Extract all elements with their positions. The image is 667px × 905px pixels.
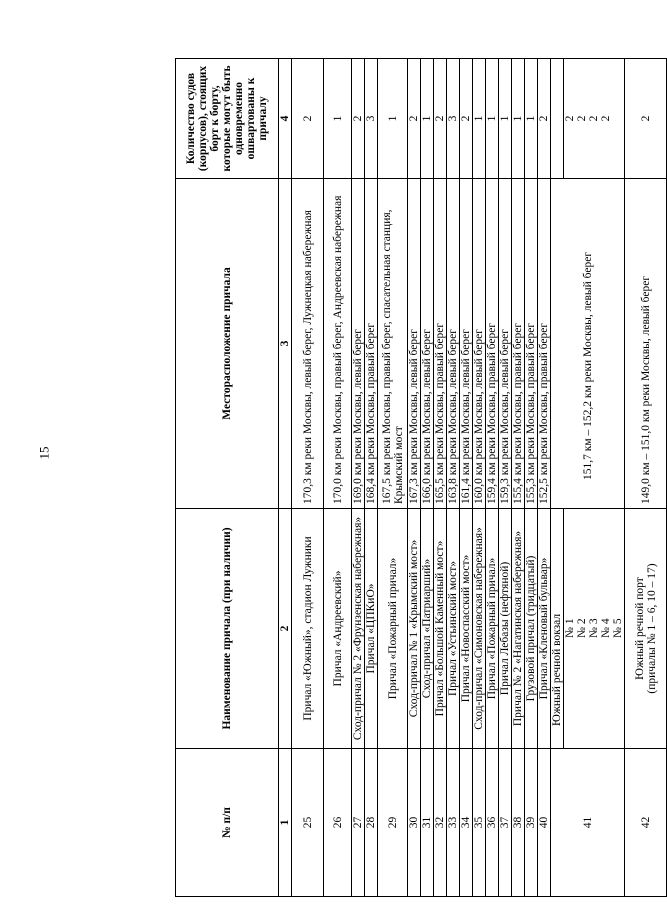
location-cell: 166,0 км реки Москвы, левый берег — [421, 179, 434, 509]
table-row — [460, 59, 473, 897]
berth-name-cell: Причал «Южный», стадион Лужники — [292, 509, 324, 749]
column-numbers-row — [279, 59, 292, 897]
number-cell: 41 — [551, 749, 625, 897]
vessel-count-cell: 2 — [352, 59, 365, 179]
sub-berth-label: № 3 — [588, 509, 600, 749]
number-cell: 35 — [473, 749, 486, 897]
vessel-count-cell: 2 — [408, 59, 421, 179]
vessel-count-cell: 2 — [460, 59, 473, 179]
number-cell: 25 — [292, 749, 324, 897]
table-row — [434, 59, 447, 897]
number-cell: 42 — [625, 749, 667, 897]
number-cell: 40 — [538, 749, 551, 897]
table-row — [473, 59, 486, 897]
number-cell: 32 — [434, 749, 447, 897]
location-cell: 160,0 км реки Москвы, левый берег — [473, 179, 486, 509]
location-cell: 169,0 км реки Москвы, левый берег — [352, 179, 365, 509]
berth-name-cell: Причал «Новоспасский мост» — [460, 509, 473, 749]
vessel-count-cell: 1 — [486, 59, 499, 179]
vessel-count-cell: 1 — [378, 59, 408, 179]
berth-name-cell: Сход-причал № 1 «Крымский мост» — [408, 509, 421, 749]
berth-name-cell: Сход-причал «Симоновская набережная» — [473, 509, 486, 749]
berth-name-cell: Причал «Пожарный причал» — [378, 509, 408, 749]
column-number: 3 — [279, 179, 292, 509]
table-row — [447, 59, 460, 897]
table-row — [551, 59, 564, 897]
location-cell: 168,4 км реки Москвы, правый берег — [365, 179, 378, 509]
table-row — [365, 59, 378, 897]
vessel-count-cell: 1 — [499, 59, 512, 179]
vessel-count-cell — [551, 59, 564, 179]
berth-name-cell: Грузовой причал (тридцатый) — [525, 509, 538, 749]
sub-berth-label: № 5 — [612, 509, 625, 749]
vessel-count-cell: 3 — [365, 59, 378, 179]
vessel-count-cell: 1 — [525, 59, 538, 179]
column-number: 2 — [279, 509, 292, 749]
berth-name-cell: Сход-причал «Патриарший» — [421, 509, 434, 749]
page-number: 15 — [36, 446, 52, 460]
location-cell: 159,4 км реки Москвы, правый берег — [486, 179, 499, 509]
table-row — [324, 59, 352, 897]
number-cell: 33 — [447, 749, 460, 897]
table-row — [538, 59, 551, 897]
table-row — [499, 59, 512, 897]
berth-name-cell: Причал № 2 «Нагатинская набережная» — [512, 509, 525, 749]
number-cell: 37 — [499, 749, 512, 897]
vessel-count-cell: 1 — [473, 59, 486, 179]
vessel-count-cell: 2 — [625, 59, 667, 179]
table-row — [352, 59, 365, 897]
location-cell: 167,5 км реки Москвы, правый берег, спасательная станция, Крымский мост — [378, 179, 408, 509]
location-cell: 170,0 км реки Москвы, правый берег, Андреевская набережная — [324, 179, 352, 509]
location-cell: 149,0 км – 151,0 км реки Москвы, левый берег — [625, 179, 667, 509]
berth-name-cell — [625, 509, 667, 749]
vessel-count-cell: 2 — [576, 59, 588, 179]
berth-name-cell: Сход-причал № 2 «Фрунзенская набережная» — [352, 509, 365, 749]
vessel-count-cell — [612, 59, 625, 179]
location-cell: 161,4 км реки Москвы, левый берег — [460, 179, 473, 509]
location-cell: 151,7 км – 152,2 км реки Москвы, левый берег — [551, 179, 625, 509]
vessel-count-cell: 3 — [447, 59, 460, 179]
location-cell: 163,8 км реки Москвы, левый берег — [447, 179, 460, 509]
table-row — [292, 59, 324, 897]
number-cell: 38 — [512, 749, 525, 897]
header-vessel-count: Количество судов (корпусов), стоящих борт к борту, которые могут быть одновременно ошвартованы к причалу — [176, 59, 279, 179]
location-cell: 155,4 км реки Москвы, правый берег — [512, 179, 525, 509]
vessel-count-cell: 1 — [324, 59, 352, 179]
berth-name-cell: Причал «Пожарный причал» — [486, 509, 499, 749]
table-row — [512, 59, 525, 897]
location-cell: 152,5 км реки Москвы, правый берег — [538, 179, 551, 509]
rotated-table-wrapper — [175, 59, 658, 897]
table-row — [525, 59, 538, 897]
table-row — [421, 59, 434, 897]
column-number: 4 — [279, 59, 292, 179]
header-berth-name: Наименование причала (при наличии) — [176, 509, 279, 749]
table-row — [625, 59, 667, 897]
berth-name-line: Южный речной порт — [633, 577, 646, 680]
vessel-count-cell: 2 — [600, 59, 612, 179]
sub-berth-label: № 1 — [564, 509, 577, 749]
vessel-count-cell: 1 — [421, 59, 434, 179]
vessel-count-cell: 2 — [588, 59, 600, 179]
berth-name-cell: Причал «Кленовый бульвар» — [538, 509, 551, 749]
header-number: № п/п — [176, 749, 279, 897]
number-cell: 27 — [352, 749, 365, 897]
header-row — [176, 59, 279, 897]
table-row — [378, 59, 408, 897]
column-number: 1 — [279, 749, 292, 897]
number-cell: 36 — [486, 749, 499, 897]
number-cell: 29 — [378, 749, 408, 897]
berth-name-cell: Южный речной вокзал — [551, 509, 564, 749]
number-cell: 30 — [408, 749, 421, 897]
vessel-count-cell: 2 — [292, 59, 324, 179]
number-cell: 26 — [324, 749, 352, 897]
berth-name-cell: Причал «Устьинский мост» — [447, 509, 460, 749]
berth-name-cell: Причал «Большой Каменный мост» — [434, 509, 447, 749]
berths-table — [175, 58, 667, 897]
vessel-count-cell: 2 — [538, 59, 551, 179]
location-cell: 155,3 км реки Москвы, правый берег — [525, 179, 538, 509]
number-cell: 28 — [365, 749, 378, 897]
number-cell: 39 — [525, 749, 538, 897]
vessel-count-cell: 1 — [512, 59, 525, 179]
header-location: Месторасположение причала — [176, 179, 279, 509]
vessel-count-cell: 2 — [434, 59, 447, 179]
berth-name-cell: Причал «ЦПКиО» — [365, 509, 378, 749]
sub-berth-label: № 2 — [576, 509, 588, 749]
berth-name-cell: Причал «Андреевский» — [324, 509, 352, 749]
location-cell: 165,5 км реки Москвы, правый берег — [434, 179, 447, 509]
sub-berth-label: № 4 — [600, 509, 612, 749]
berth-name-cell: Причал Лебазы (нефтяной) — [499, 509, 512, 749]
number-cell: 34 — [460, 749, 473, 897]
number-cell: 31 — [421, 749, 434, 897]
table-row — [486, 59, 499, 897]
berth-name-line: (причалы № 1 – 6, 10 – 17) — [645, 563, 658, 694]
table-row — [408, 59, 421, 897]
location-cell: 167,3 км реки Москвы, левый берег — [408, 179, 421, 509]
vessel-count-cell: 2 — [564, 59, 577, 179]
location-cell: 159,3 км реки Москвы, левый берег — [499, 179, 512, 509]
location-cell: 170,3 км реки Москвы, левый берег, Лужнецкая набережная — [292, 179, 324, 509]
